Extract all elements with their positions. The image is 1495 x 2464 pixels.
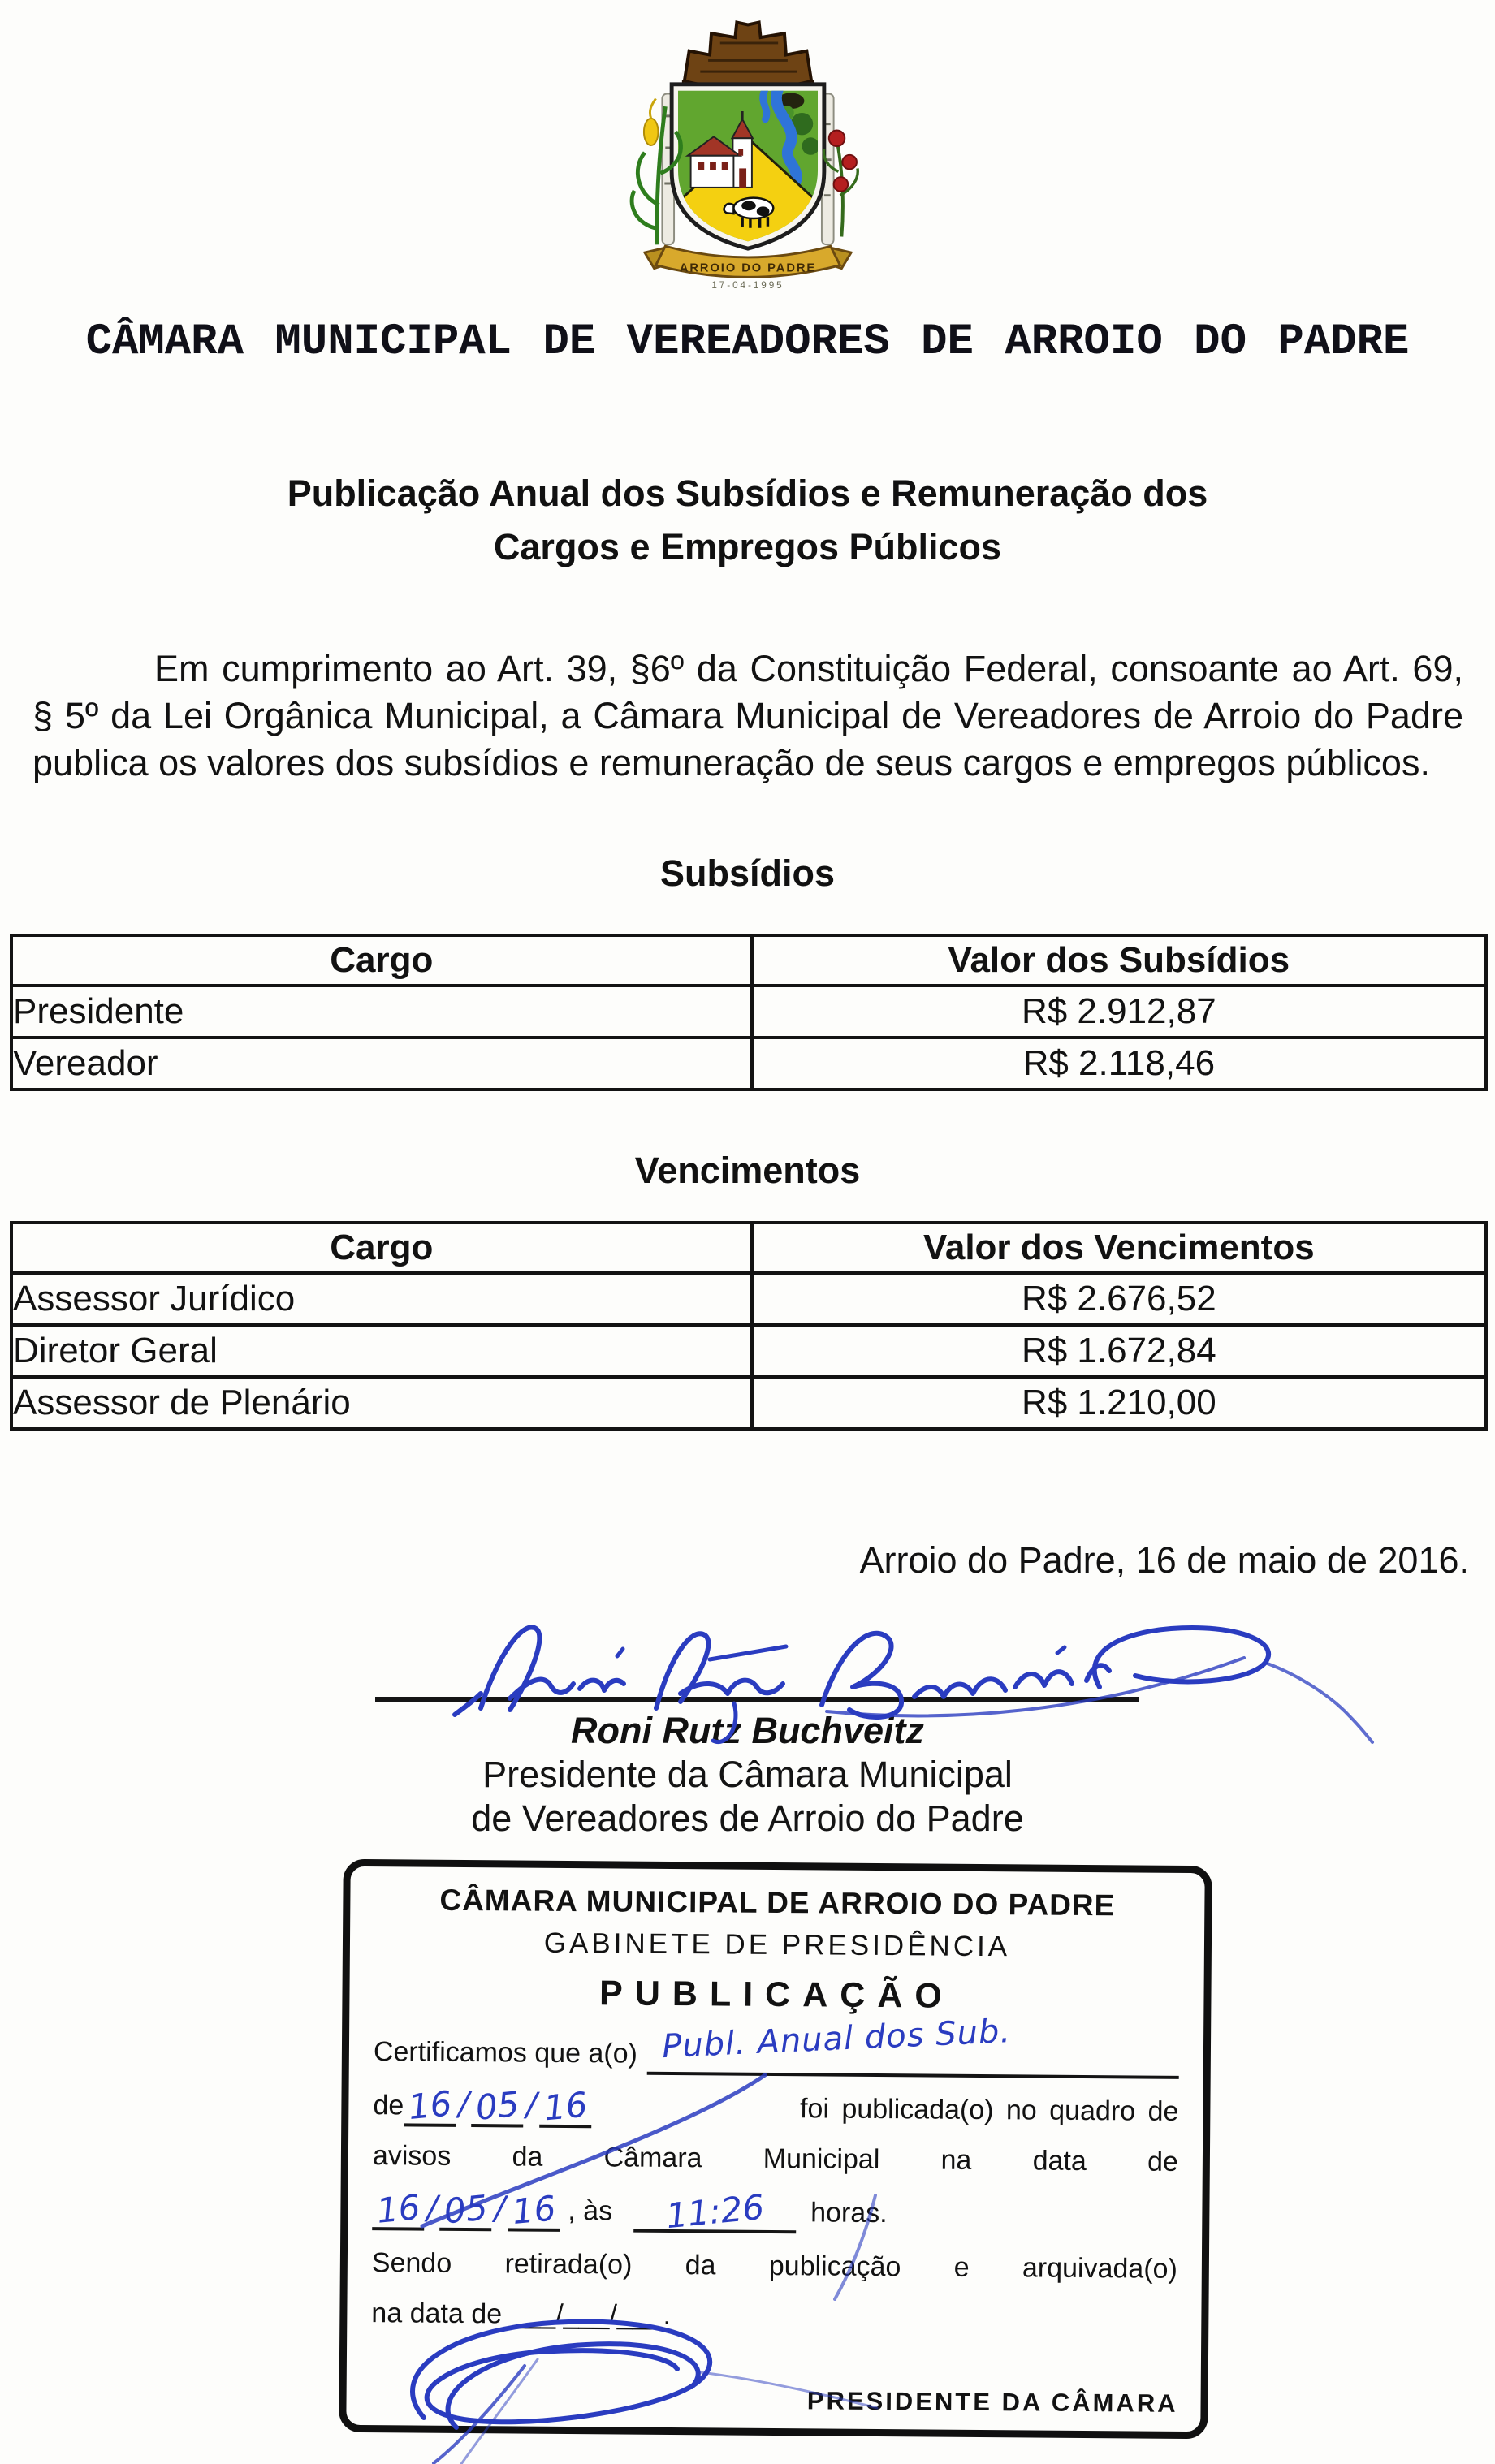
date-blank-day: 16 <box>404 2087 456 2127</box>
stamp-avisos-line: avisos da Câmara Municipal na data de <box>372 2140 1179 2177</box>
cargo-cell: Assessor de Plenário <box>11 1377 752 1429</box>
table-row <box>11 1038 1486 1090</box>
table-row <box>11 986 1486 1038</box>
valor-cell: R$ 2.118,46 <box>752 1038 1486 1090</box>
published-text: foi publicada(o) no quadro de <box>799 2093 1179 2127</box>
vencimentos-heading: Vencimentos <box>634 1150 861 1191</box>
handwritten-subject: Publ. Anual dos Sub. <box>661 2013 1012 2066</box>
stamp-publication-title: PUBLICAÇÃO <box>598 1974 955 2016</box>
banner-ribbon <box>645 246 851 277</box>
col-header-valor: Valor dos Vencimentos <box>752 1223 1486 1273</box>
table-header-row <box>11 1223 1486 1273</box>
founding-date-text: 17-04-1995 <box>711 280 784 291</box>
horas-label: horas. <box>810 2197 888 2229</box>
table-row <box>11 1273 1486 1325</box>
certify-prefix: Certificamos que a(o) <box>373 2036 638 2069</box>
signer-name: Roni Rutz Buchveitz <box>571 1710 924 1751</box>
banner-text: ARROIO DO PADRE <box>679 261 817 275</box>
certify-blank-line <box>647 2013 1179 2079</box>
document-title <box>0 467 1495 574</box>
municipal-coat-of-arms <box>578 5 918 291</box>
org-title: CÂMARA MUNICIPAL DE VEREADORES DE ARROIO DO PADRE <box>85 317 1410 367</box>
stamp-removal-line: Sendo retirada(o) da publicação e arquivada(o) <box>371 2247 1178 2285</box>
subsidios-table <box>10 934 1488 1091</box>
time-blank: 11:26 <box>633 2194 796 2234</box>
valor-cell: R$ 1.672,84 <box>752 1325 1486 1377</box>
place-date-line: Arroio do Padre, 16 de maio de 2016. <box>859 1539 1469 1581</box>
signer-role-line2: de Vereadores de Arroio do Padre <box>471 1797 1024 1839</box>
stamp-org-line: CÂMARA MUNICIPAL DE ARROIO DO PADRE <box>439 1883 1116 1922</box>
table-header-row <box>11 935 1486 986</box>
vencimentos-table <box>10 1221 1488 1431</box>
document-title-line2: Cargos e Empregos Públicos <box>493 526 1002 567</box>
na-data-prefix: na data de <box>371 2298 503 2330</box>
stamp-publish-date-line <box>373 2084 1178 2133</box>
date-blank-month: 05 <box>472 2088 524 2128</box>
valor-cell: R$ 2.676,52 <box>752 1273 1486 1325</box>
handwritten-slash: / <box>426 2189 439 2227</box>
shield-icon <box>668 84 827 251</box>
stamp-office-line: GABINETE DE PRESIDÊNCIA <box>543 1927 1011 1963</box>
handwritten-slash: / <box>458 2085 469 2124</box>
table-row <box>11 1325 1486 1377</box>
stamp-archive-date-line <box>371 2292 1177 2341</box>
cargo-cell: Diretor Geral <box>11 1325 752 1377</box>
handwritten-slash: / <box>525 2086 538 2124</box>
col-header-cargo: Cargo <box>11 1223 752 1273</box>
signer-role-line1: Presidente da Câmara Municipal <box>482 1754 1013 1795</box>
de-label: de <box>373 2090 404 2121</box>
date-blank-year: 16 <box>508 2192 560 2232</box>
stamp-time-line <box>372 2185 1177 2237</box>
valor-cell: R$ 1.210,00 <box>752 1377 1486 1429</box>
publication-stamp <box>339 1859 1212 2439</box>
cargo-cell: Assessor Jurídico <box>11 1273 752 1325</box>
cargo-cell: Vereador <box>11 1038 752 1090</box>
col-header-valor: Valor dos Subsídios <box>752 935 1486 986</box>
date-blank-year: 16 <box>539 2089 591 2129</box>
as-label: , às <box>568 2194 613 2227</box>
handwritten-slash: / <box>494 2190 506 2228</box>
document-title-line1: Publicação Anual dos Subsídios e Remuneração dos <box>287 473 1208 514</box>
col-header-cargo: Cargo <box>11 935 752 986</box>
intro-paragraph: Em cumprimento ao Art. 39, §6º da Constituição Federal, consoante ao Art. 69, § 5º da Lei Orgânica Municipal, a Câmara Municipal de Vereadores de Arroio do Padre publica os valores dos subsídios e remuneração de seus cargos e empregos públicos. <box>32 648 1463 783</box>
stamp-president-label: PRESIDENTE DA CÂMARA <box>806 2386 1178 2418</box>
subsidios-heading: Subsídios <box>659 852 836 894</box>
date-blank-day: 16 <box>372 2191 424 2231</box>
cargo-cell: Presidente <box>11 986 752 1038</box>
stamp-certify-line <box>373 2013 1179 2079</box>
empty-date-blanks: ___/___/___. <box>509 2298 672 2331</box>
table-row <box>11 1377 1486 1429</box>
signature-line <box>375 1697 1139 1702</box>
date-blank-month: 05 <box>440 2192 492 2232</box>
valor-cell: R$ 2.912,87 <box>752 986 1486 1038</box>
